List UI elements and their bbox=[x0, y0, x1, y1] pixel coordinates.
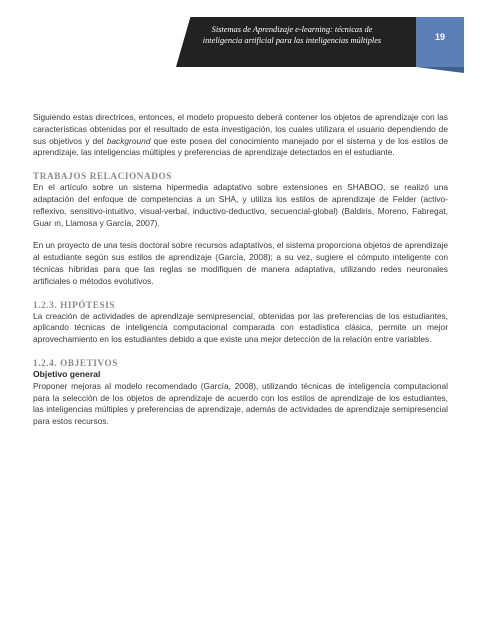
paragraph-intro-part-2: que este posea del conocimiento manejado por el sistema y de los estilos de aprendizaje, las inteligencias múltiples y preferencias de aprendizaje detectados en el estudiante. bbox=[33, 135, 448, 158]
page-body bbox=[33, 112, 448, 428]
running-title-line-1: Sistemas de Aprendizaje e-learning: técnicas de bbox=[211, 25, 373, 34]
heading-trabajos-relacionados: TRABAJOS RELACIONADOS bbox=[33, 171, 172, 182]
page-header bbox=[0, 0, 480, 80]
page-tab-fold bbox=[416, 67, 464, 73]
paragraph-hipotesis: La creación de actividades de aprendizaje semipresencial, obtenidas por las preferencias de los estudiantes, aplicando técnicas de inteligencia computacional comparada con estadística clásica, permite un mejor aprovechamiento en los estudiantes debido a que existe una mejor detección de la relación entre variables. bbox=[33, 310, 448, 345]
paragraph-intro-italic: background bbox=[106, 135, 151, 146]
subheading-objetivo-general: Objetivo general bbox=[33, 368, 101, 379]
running-title-line-2: inteligencia artificial para las inteligencias múltiples bbox=[202, 36, 382, 45]
paragraph-trabajos-1: En el artículo sobre un sistema hipermedia adaptativo sobre extensiones en SHABOO, se realizó una adaptación del enfoque de competencias a un SHA, y utiliza los estilos de aprendizaje de Felder (activo-reflexivo, sensitivo-intuitivo, visual-verbal, inductivo-deductivo, secuencial-global) (Baldiris, Moreno, Fabregat, Guar ın, Llamosa y García, 2007). bbox=[33, 182, 448, 228]
heading-hipotesis: 1.2.3. HIPÓTESIS bbox=[33, 299, 116, 310]
paragraph-intro-part-1: Siguiendo estas directrices, entonces, el modelo propuesto deberá contener los objetos de aprendizaje con las características obtenidas por el resultado de esta investigación, los cuales utilizara el usuario dependiendo de sus objetivos y del bbox=[33, 112, 448, 146]
heading-objetivos: 1.2.4. OBJETIVOS bbox=[33, 357, 118, 368]
page-number-tab bbox=[416, 17, 464, 67]
paragraph-intro bbox=[33, 112, 448, 159]
paragraph-objetivo-general: Proponer mejoras al modelo recomendado (García, 2008), utilizando técnicas de inteligencia computacional para la selección de los objetos de aprendizaje de acuerdo con los estilos de aprendizaje de los estudiantes, las inteligencias múltiples y preferencias de aprendizaje, además de actividades de aprendizaje semipresencial para estos recursos. bbox=[33, 380, 448, 427]
paragraph-trabajos-2: En un proyecto de una tesis doctoral sobre recursos adaptativos, el sistema proporciona objetos de aprendizaje al estudiante según sus estilos de aprendizaje (García, 2008); a su vez, sugiere el cómputo inteligente con técnicas híbridas para que las reglas se modifiquen de manera adaptativa, utilizando redes neuronales artificiales o métodos evolutivos. bbox=[33, 240, 448, 286]
running-title bbox=[188, 24, 396, 46]
page-number: 19 bbox=[434, 32, 445, 42]
